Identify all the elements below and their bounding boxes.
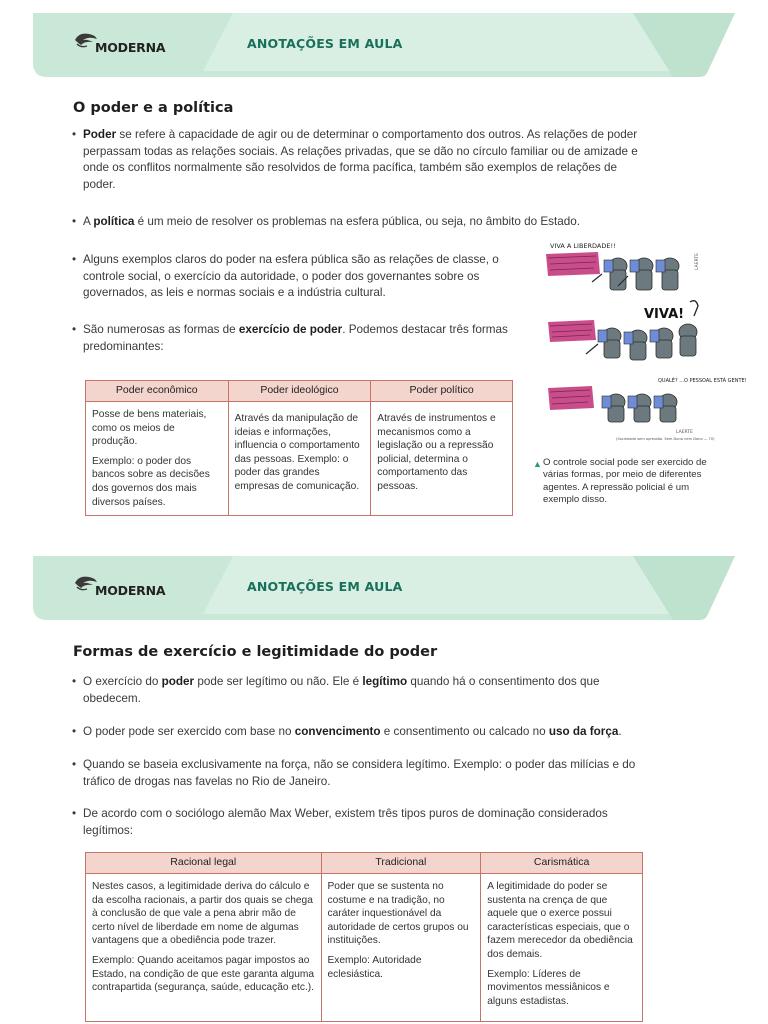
moderna-logo-text: MODERNA bbox=[95, 40, 166, 55]
cartoon-signature: LAERTE bbox=[676, 430, 693, 435]
bullet-text: De acordo com o sociólogo alemão Max Weber, existem três tipos puros de dominação considerados legítimos: bbox=[83, 807, 608, 837]
domination-types-table bbox=[85, 852, 643, 1022]
table-cell bbox=[371, 402, 513, 516]
caption-text: O controle social pode ser exercido de várias formas, por meio de diferentes agentes. A repressão policial é um exemplo disso. bbox=[543, 457, 707, 505]
table-header-cell: Poder ideológico bbox=[228, 381, 371, 402]
cartoon-panel2-text: VIVA! bbox=[644, 307, 685, 322]
bullet-dot: • bbox=[72, 725, 77, 738]
slide-formas-de-exercicio bbox=[0, 540, 768, 1024]
table-header-cell: Tradicional bbox=[321, 853, 481, 874]
cartoon-drawing bbox=[538, 236, 747, 448]
bullet-text: é um meio de resolver os problemas na esfera pública, ou seja, no âmbito do Estado. bbox=[134, 215, 580, 228]
bold-term: uso da força bbox=[548, 725, 619, 738]
cell-paragraph: Através de instrumentos e mecanismos como a legislação ou a repressão policial, determina o comportamento das pessoas. bbox=[377, 413, 496, 492]
bullet-dot: • bbox=[72, 215, 77, 228]
bold-term: convencimento bbox=[294, 725, 381, 738]
bullet-item bbox=[72, 806, 646, 839]
table-cell bbox=[86, 874, 322, 1022]
bullet-text: Quando se baseia exclusivamente na força, não se considera legítimo. Exemplo: o poder das milícias e do tráfico de drogas nas favelas no Rio de Janeiro. bbox=[83, 758, 636, 788]
bullet-text: se refere à capacidade de agir ou de determinar o comportamento dos outros. As relações de poder perpassam todas as relações sociais. As relações privadas, que se dão no círculo familiar ou de amizade e onde os conflitos normalmente são resolvidos de forma pacífica, também são exemplos de relações de poder. bbox=[83, 128, 638, 191]
cartoon-subcaption: (Sociedade sem opressão. Sem Dono nem Dono — 70) bbox=[616, 437, 715, 441]
table-cell bbox=[228, 402, 371, 516]
bold-term: poder bbox=[161, 675, 195, 688]
bullet-dot: • bbox=[72, 253, 77, 266]
table-cell bbox=[86, 402, 229, 516]
cartoon-panel3-text: QUALÉ? ...O PESSOAL ESTÁ GENTE! bbox=[658, 378, 747, 384]
bullet-text: pode ser legítimo ou não. Ele é bbox=[194, 675, 363, 688]
cell-paragraph: A legitimidade do poder se sustenta na crença de que aquele que o exerce possui características especiais, que o fazem merecedor da obediência dos demais. bbox=[487, 881, 633, 960]
bullet-item bbox=[72, 127, 646, 193]
bold-term: Poder bbox=[83, 128, 117, 141]
bold-term: política bbox=[93, 215, 135, 228]
cell-paragraph: Poder que se sustenta no costume e na tradição, no caráter inquestionável da autoridade de certos grupos ou instituições. bbox=[327, 881, 469, 947]
bullet-text: O poder pode ser exercido com base no bbox=[83, 725, 295, 738]
section-heading: O poder e a política bbox=[73, 100, 234, 116]
bullet-text: e consentimento ou calcado no bbox=[380, 725, 549, 738]
bullet-dot: • bbox=[72, 323, 77, 336]
bullet-dot: • bbox=[72, 128, 77, 141]
table-header-cell: Poder político bbox=[371, 381, 513, 402]
table-header-cell: Racional legal bbox=[86, 853, 322, 874]
bullet-item bbox=[72, 757, 646, 790]
triangle-icon: ▲ bbox=[533, 459, 542, 469]
bold-term: legítimo bbox=[362, 675, 408, 688]
header-band bbox=[33, 13, 735, 79]
cell-paragraph: Através da manipulação de ideias e informações, influencia o comportamento das pessoas. Exemplo: o poder das grandes empresas de comunicação. bbox=[234, 413, 360, 492]
bullet-item bbox=[72, 322, 516, 355]
bullet-item bbox=[72, 214, 646, 231]
cell-paragraph: Exemplo: o poder dos bancos sobre as decisões dos governos dos mais diversos países. bbox=[92, 455, 210, 508]
cell-paragraph: Exemplo: Autoridade eclesiástica. bbox=[327, 954, 422, 980]
bullet-dot: • bbox=[72, 758, 77, 771]
cell-paragraph: Exemplo: Líderes de movimentos messiânicos e alguns estadistas. bbox=[487, 968, 610, 1007]
bullet-dot: • bbox=[72, 675, 77, 688]
table-cell bbox=[481, 874, 643, 1022]
bullet-text: O exercício do bbox=[83, 675, 162, 688]
bullet-text: São numerosas as formas de bbox=[83, 323, 239, 336]
bullet-text: . Podemos destacar três formas predominantes: bbox=[83, 323, 508, 353]
bold-term: exercício de poder bbox=[238, 323, 343, 336]
cell-paragraph: Posse de bens materiais, como os meios de produção. bbox=[92, 409, 207, 448]
cartoon-signature: LAERTE bbox=[695, 253, 700, 270]
cartoon-caption bbox=[533, 457, 713, 506]
section-heading: Formas de exercício e legitimidade do poder bbox=[73, 644, 438, 660]
bullet-item bbox=[72, 724, 646, 741]
table-header-cell: Carismática bbox=[481, 853, 643, 874]
bullet-text: Alguns exemplos claros do poder na esfera pública são as relações de classe, o controle social, o exercício da autoridade, o poder dos governantes sobre os governados, as leis e normas sociais e a indústria cultural. bbox=[83, 253, 499, 300]
moderna-logo bbox=[73, 30, 183, 62]
header-band bbox=[33, 556, 735, 622]
moderna-logo bbox=[73, 573, 183, 605]
header-title: ANOTAÇÕES EM AULA bbox=[247, 36, 403, 51]
moderna-logo-text: MODERNA bbox=[95, 583, 166, 598]
table-cell bbox=[321, 874, 481, 1022]
cell-paragraph: Exemplo: Quando aceitamos pagar impostos ao Estado, na condição de que este garanta alguma contrapartida (segurança, saúde, educação etc.). bbox=[92, 954, 315, 994]
bullet-text: . bbox=[618, 725, 622, 738]
bullet-dot: • bbox=[72, 807, 77, 820]
bullet-item bbox=[72, 252, 516, 302]
bullet-item bbox=[72, 674, 646, 707]
police-repression-cartoon bbox=[538, 236, 747, 448]
power-forms-table bbox=[85, 380, 513, 516]
cell-paragraph: Nestes casos, a legitimidade deriva do cálculo e da escolha racionais, a partir dos quais se chega à conclusão de que vale a pena abrir mão de certo nível de liberdade em nome de algumas vantagens que a obediência pode trazer. bbox=[92, 881, 313, 947]
cartoon-panel1-text: VIVA A LIBERDADE!! bbox=[550, 242, 616, 250]
bullet-text: A bbox=[83, 215, 94, 228]
table-header-cell: Poder econômico bbox=[86, 381, 229, 402]
header-title: ANOTAÇÕES EM AULA bbox=[247, 579, 403, 594]
bullet-text: quando há o consentimento dos que obedecem. bbox=[83, 675, 600, 705]
